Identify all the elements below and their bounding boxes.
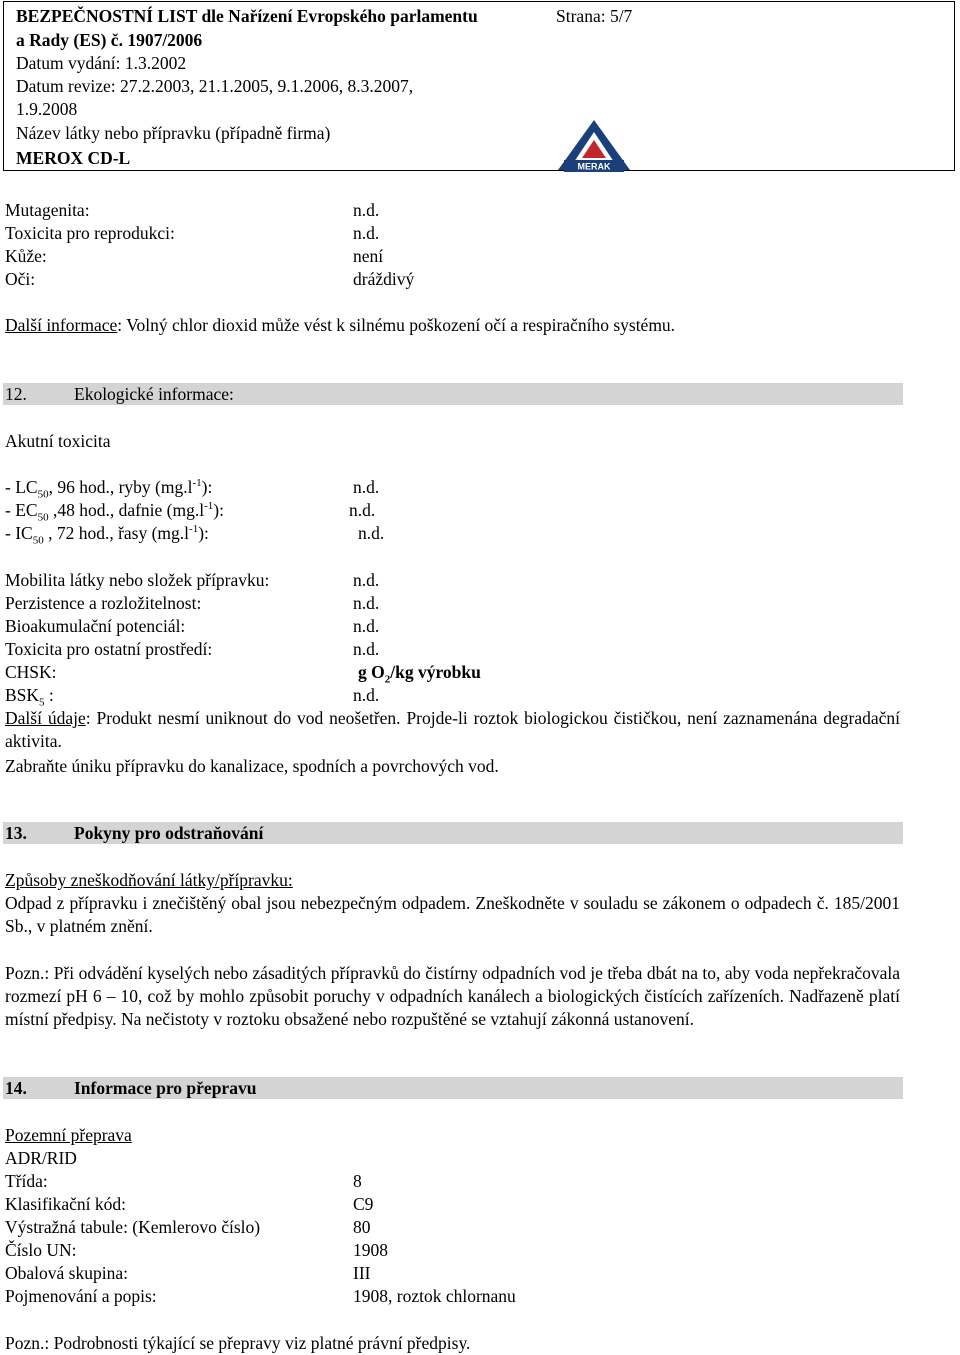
eco-value-bioaccumulation: n.d. [353, 616, 380, 636]
tox-additional-info [5, 314, 675, 336]
eco-value-other-tox: n.d. [353, 639, 380, 659]
eco-label-other-tox: Toxicita pro ostatní prostředí: [5, 639, 213, 659]
ic50-colon: ): [198, 523, 209, 543]
transport-label-un: Číslo UN: [5, 1240, 77, 1260]
issue-date: Datum vydání: 1.3.2002 [16, 53, 187, 73]
eco-additional-info [5, 707, 900, 753]
page-number: Strana: 5/7 [556, 6, 633, 26]
eco-prevention-note: Zabraňte úniku přípravku do kanalizace, spodních a povrchových vod. [5, 756, 499, 776]
lc50-desc: , 96 hod., ryby (mg.l [48, 477, 193, 497]
transport-label-code: Klasifikační kód: [5, 1194, 127, 1214]
ec50-label: - EC [5, 500, 38, 520]
lc50-row [5, 476, 213, 501]
bsk-label-row [5, 684, 54, 709]
ic50-desc: , 72 hod., řasy (mg.l [43, 523, 190, 543]
transport-value-kemler: 80 [353, 1217, 371, 1237]
tox-value-skin: není [353, 246, 384, 266]
merak-logo [556, 118, 632, 174]
lc50-label: - LC [5, 477, 38, 497]
transport-value-packing: III [353, 1263, 371, 1283]
transport-value-un: 1908 [353, 1240, 388, 1260]
sheet-title-line2: a Rady (ES) č. 1907/2006 [16, 30, 203, 50]
bsk-label: BSK [5, 685, 40, 705]
ic50-row [5, 522, 209, 547]
chsk-value-a: g O [358, 662, 385, 682]
tox-value-reproduction: n.d. [353, 223, 380, 243]
eco-value-mobility: n.d. [353, 570, 380, 590]
eco-additional-info-text: : Produkt nesmí uniknout do vod neošetřen. Projde-li roztok biologickou čističkou, není zaznamenána degradační aktivita. [5, 708, 901, 751]
eco-label-bioaccumulation: Bioakumulační potenciál: [5, 616, 186, 636]
transport-subhead: Pozemní přeprava [5, 1125, 132, 1145]
chsk-value-b: /kg výrobku [390, 662, 481, 682]
ec50-desc: ,48 hod., dafnie (mg.l [48, 500, 205, 520]
revision-date-cont: 1.9.2008 [16, 99, 78, 119]
tox-label-eyes: Oči: [5, 269, 36, 289]
transport-label-name: Pojmenování a popis: [5, 1286, 157, 1306]
tox-label-mutagenity: Mutagenita: [5, 200, 90, 220]
ec50-value: n.d. [349, 500, 376, 520]
ic50-label: - IC [5, 523, 33, 543]
tox-value-mutagenity: n.d. [353, 200, 380, 220]
section-14-title: Informace pro přepravu [74, 1078, 257, 1098]
product-name: MEROX CD-L [16, 148, 131, 168]
substance-label: Název látky nebo přípravku (případně firma) [16, 123, 331, 143]
adr-rid-label: ADR/RID [5, 1148, 77, 1168]
transport-note: Pozn.: Podrobnosti týkající se přepravy viz platné právní předpisy. [5, 1333, 471, 1353]
ec50-row [5, 499, 224, 524]
ic50-exp: -1 [189, 523, 199, 536]
transport-label-packing: Obalová skupina: [5, 1263, 128, 1283]
chsk-value [358, 661, 481, 686]
section-13-title: Pokyny pro odstraňování [74, 823, 264, 843]
ec50-exp: -1 [204, 500, 214, 513]
tox-label-reproduction: Toxicita pro reprodukci: [5, 223, 175, 243]
ec50-sub: 50 [37, 511, 49, 524]
lc50-value: n.d. [353, 477, 380, 497]
bsk-sub: 5 [39, 696, 45, 709]
bsk-value: n.d. [353, 685, 380, 705]
lc50-colon: ): [201, 477, 213, 497]
eco-value-persistence: n.d. [353, 593, 380, 613]
transport-label-class: Třída: [5, 1171, 48, 1191]
lc50-sub: 50 [37, 488, 49, 501]
disposal-note: Pozn.: Při odvádění kyselých nebo zásaditých přípravků do čistírny odpadních vod je třeba dbát na to, aby voda nepřekračovala rozmezí pH 6 – 10, což by mohlo způsobit poruchy v odpadních kanálech a biologických čistících zařízeních. Nadřazeně platí místní předpisy. Na nečistoty v roztoku obsažené nebo rozpuštěné se vztahují zákonná ustanovení. [5, 963, 900, 1029]
transport-value-name: 1908, roztok chlornanu [353, 1286, 516, 1306]
section-13-number: 13. [5, 823, 27, 843]
section-14-number: 14. [5, 1078, 27, 1098]
eco-additional-info-label: Další údaje [5, 708, 86, 728]
tox-label-skin: Kůže: [5, 246, 47, 266]
svg-text:MERAK: MERAK [577, 161, 611, 172]
lc50-exp: -1 [192, 477, 202, 490]
eco-label-mobility: Mobilita látky nebo složek přípravku: [5, 570, 270, 590]
sheet-title-line1: BEZPEČNOSTNÍ LIST dle Nařízení Evropského parlamentu [16, 6, 478, 26]
disposal-subhead: Způsoby zneškodňování látky/přípravku: [5, 870, 293, 890]
tox-additional-info-text: : Volný chlor dioxid může vést k silnému poškození očí a respiračního systému. [117, 315, 676, 335]
transport-value-class: 8 [353, 1171, 362, 1191]
revision-date: Datum revize: 27.2.2003, 21.1.2005, 9.1.2006, 8.3.2007, [16, 76, 414, 96]
eco-label-persistence: Perzistence a rozložitelnost: [5, 593, 202, 613]
ic50-value: n.d. [358, 523, 385, 543]
ec50-colon: ): [213, 500, 224, 520]
tox-value-eyes: dráždivý [353, 269, 415, 289]
chsk-value-sub: 2 [384, 673, 391, 686]
acute-toxicity-heading: Akutní toxicita [5, 431, 111, 451]
bsk-colon: : [44, 685, 54, 705]
section-12-title: Ekologické informace: [74, 384, 234, 404]
section-12-number: 12. [5, 384, 27, 404]
ic50-sub: 50 [32, 534, 44, 547]
disposal-text: Odpad z přípravku i znečištěný obal jsou nebezpečným odpadem. Zneškodněte v souladu se zákonem o odpadech č. 185/2001 Sb., v platném znění. [5, 893, 900, 936]
transport-label-kemler: Výstražná tabule: (Kemlerovo číslo) [5, 1217, 261, 1237]
transport-value-code: C9 [353, 1194, 374, 1214]
chsk-label: CHSK: [5, 662, 57, 682]
tox-additional-info-label: Další informace [5, 315, 118, 335]
